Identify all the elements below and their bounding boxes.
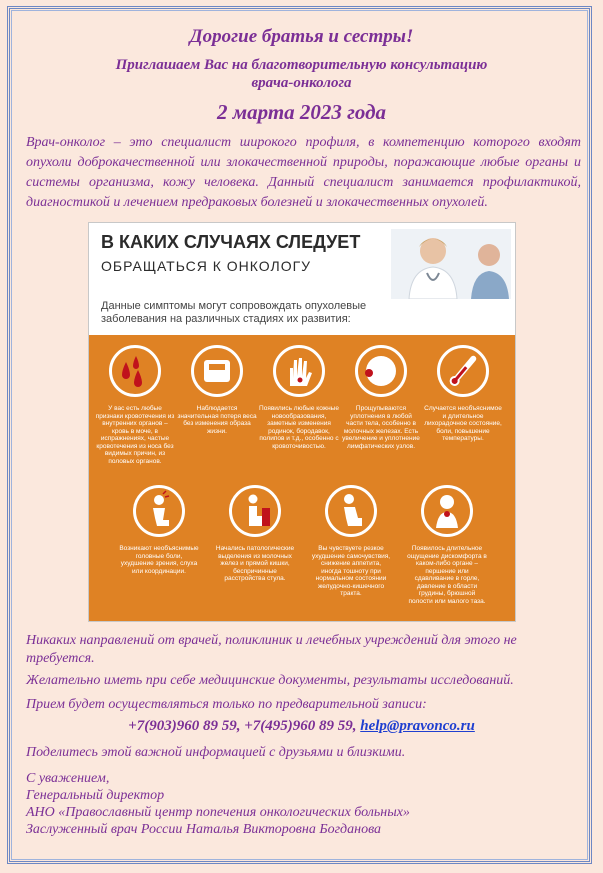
lump-icon: [358, 348, 404, 394]
blood-drops-icon: [112, 348, 158, 394]
infographic-title: В КАКИХ СЛУЧАЯХ СЛЕДУЕТ: [101, 232, 361, 252]
signature-regards: С уважением,: [26, 771, 110, 786]
symptom-icon-circle: [421, 485, 473, 537]
symptom-item: [423, 345, 503, 443]
oncology-infographic: [88, 222, 516, 622]
symptom-icon-circle: [437, 345, 489, 397]
symptom-text: Прощупываются уплотнения в любой части тела, особенно в молочных железах. Есть увеличение и уплотнение лимфатических узлов.: [342, 405, 420, 450]
symptom-icon-circle: [229, 485, 281, 537]
infographic-header: [89, 223, 515, 335]
symptoms-panel: [89, 335, 515, 621]
symptom-item: [95, 345, 175, 465]
infographic-subtitle-title: ОБРАЩАТЬСЯ К ОНКОЛОГУ: [101, 258, 312, 274]
symptom-item: [119, 485, 199, 575]
symptom-text: Возникают необъяснимые головные боли, ухудшение зрения, слуха или координации.: [119, 545, 199, 575]
symptom-icon-circle: [133, 485, 185, 537]
invitation-line-1: Приглашаем Вас на благотворительную консультацию: [115, 57, 488, 73]
symptom-item: [341, 345, 421, 450]
intro-paragraph: Врач-онколог – это специалист широкого профиля, в компетенцию которого входят опухоли доброкачественной или злокачественной природы, поражающие любые органы и системы организма, кожу человека. Данный специалист занимается профилактикой, диагностикой и лечением предраковых болезней и злокачественных опухолей.: [26, 135, 581, 210]
share-note: Поделитесь этой важной информацией с друзьями и близкими.: [26, 745, 406, 760]
signature-block: [26, 770, 410, 838]
symptom-text: У вас есть любые признаки кровотечения из внутренних органов – кровь в моче, в испражнениях, частые кровотечения из носа без видимых причин, из половых органов.: [95, 405, 175, 465]
hand-mole-icon: [276, 348, 322, 394]
symptom-text: Начались патологические выделения из молочных желез и прямой кишки, беспричинные расстройства стула.: [215, 545, 295, 582]
symptom-text: Вы чувствуете резкое ухудшение самочувствия, снижение аппетита, иногда тошноту при нормальном состоянии желудочно-кишечного тракта.: [311, 545, 391, 597]
headache-icon: [136, 488, 182, 534]
toilet-icon: [232, 488, 278, 534]
thermometer-icon: [440, 348, 486, 394]
nausea-icon: [328, 488, 374, 534]
symptom-item: [259, 345, 339, 450]
signature-organization: АНО «Православный центр попечения онкологических больных»: [26, 805, 410, 820]
symptom-item: [177, 345, 257, 435]
doctor-photo-icon: [391, 229, 511, 299]
infographic-description: Данные симптомы могут сопровождать опухолевые заболевания на различных стадиях их развития:: [101, 300, 367, 325]
event-date: 2 марта 2023 года: [216, 100, 387, 124]
greeting-heading: Дорогие братья и сестры!: [189, 26, 414, 47]
symptom-text: Появилось длительное ощущение дискомфорта в каком-либо органе – першение или сдавливание в горле, давление в области грудины, брюшной полости или малого таза.: [407, 545, 487, 605]
invitation-heading: [0, 56, 603, 92]
symptom-text: Случается необъяснимое и длительное лихорадочное состояние, боли, повышение температуры.: [424, 405, 502, 442]
symptom-icon-circle: [273, 345, 325, 397]
symptom-icon-circle: [109, 345, 161, 397]
symptom-text: Наблюдается значительная потеря веса без изменения образа жизни.: [177, 405, 257, 435]
scales-icon: [194, 348, 240, 394]
throat-icon: [424, 488, 470, 534]
symptom-item: [215, 485, 295, 583]
phone-numbers: +7(903)960 89 59, +7(495)960 89 59,: [128, 718, 357, 734]
symptom-icon-circle: [325, 485, 377, 537]
appointment-note: Прием будет осуществляться только по предварительной записи:: [26, 697, 427, 712]
invitation-line-2: врача-онколога: [251, 75, 352, 91]
symptom-icon-circle: [191, 345, 243, 397]
symptom-text: Появились любые кожные новообразования, заметные изменения родинок, бородавок, полипов и т.д., особенно с кровоточивостью.: [259, 405, 339, 450]
signature-position: Генеральный директор: [26, 788, 165, 803]
contact-line: [0, 718, 603, 735]
no-referral-note: Никаких направлений от врачей, поликлиник и лечебных учреждений для этого не требуется.: [26, 633, 517, 666]
signature-name: Заслуженный врач России Наталья Викторовна Богданова: [26, 822, 382, 837]
email-link[interactable]: help@pravonco.ru: [360, 718, 475, 734]
symptom-icon-circle: [355, 345, 407, 397]
symptom-item: [407, 485, 487, 605]
symptom-item: [311, 485, 391, 598]
documents-note: Желательно иметь при себе медицинские документы, результаты исследований.: [26, 673, 514, 688]
